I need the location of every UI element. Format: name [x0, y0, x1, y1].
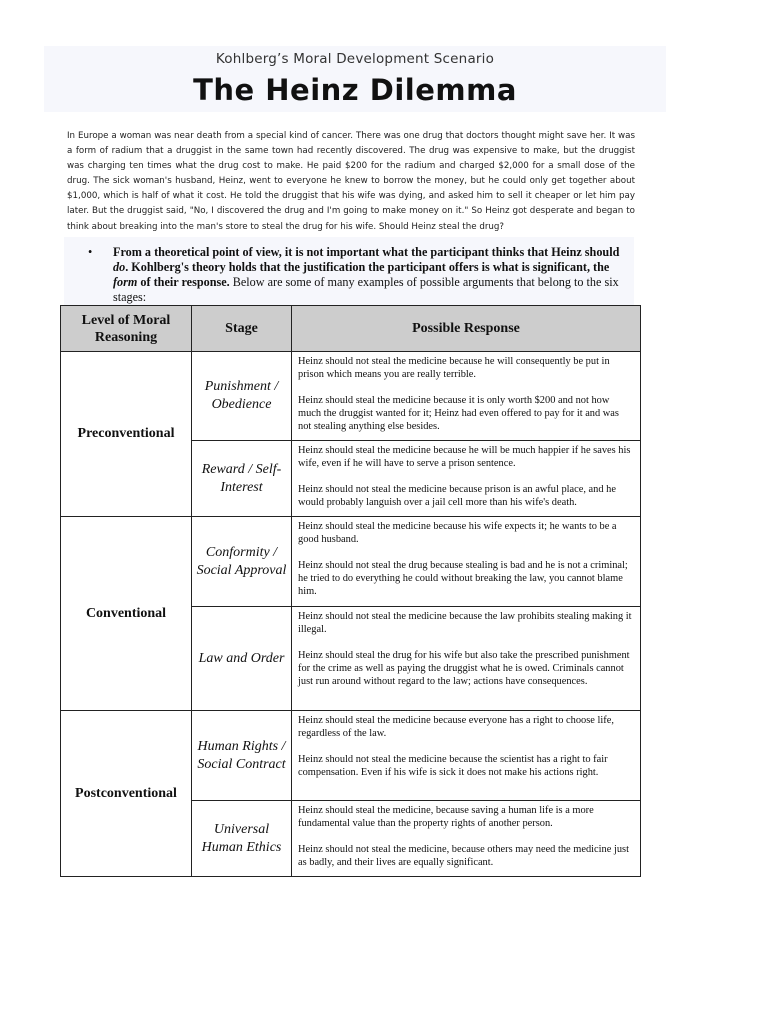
response-text: Heinz should not steal the medicine because the law prohibits stealing making it illegal. [298, 611, 632, 635]
header-level: Level of Moral Reasoning [61, 306, 192, 352]
response-text: Heinz should steal the medicine because everyone has a right to choose life, regardless of the law. [298, 715, 614, 739]
response-text: Heinz should steal the medicine, because saving a human life is a more fundamental value than the property rights of another person. [298, 805, 594, 829]
response-text: Heinz should not steal the medicine, because others may need the medicine just as badly, and their lives are equally significant. [298, 844, 629, 868]
bullet-symbol: • [88, 245, 93, 259]
response-text: Heinz should not steal the medicine because prison is an awful place, and he would probably languish over a jail cell more than his wife's death. [298, 484, 616, 508]
bullet-emphasis-do: do [113, 260, 126, 274]
stage-law-and-order: Law and Order [192, 607, 292, 711]
bullet-bold-3: of their response. [137, 275, 230, 289]
bullet-emphasis-form: form [113, 275, 138, 289]
response-cell [292, 517, 641, 607]
stage-reward-self-interest: Reward / Self-Interest [192, 441, 292, 517]
response-text: Heinz should steal the drug for his wife but also take the prescribed punishment for the crime as well as paying the druggist what he is owed. Criminals cannot just run around without regard to the law; actions have consequences. [298, 650, 630, 687]
table-row [61, 711, 641, 801]
stage-human-rights-social-contract: Human Rights / Social Contract [192, 711, 292, 801]
stage-punishment-obedience: Punishment / Obedience [192, 352, 292, 441]
bullet-bold-2: . Kohlberg's theory holds that the justification the participant offers is what is significant, the [125, 260, 610, 274]
document-header [44, 46, 666, 112]
response-cell [292, 352, 641, 441]
response-text: Heinz should steal the medicine because it is only worth $200 and not how much the druggist wanted for it; Heinz had even offered to pay for it and was not stealing anything else besides. [298, 395, 619, 432]
response-text: Heinz should steal the medicine because his wife expects it; he wants to be a good husband. [298, 521, 617, 545]
response-cell [292, 711, 641, 801]
table-row [61, 517, 641, 607]
document-subtitle: Kohlberg’s Moral Development Scenario [215, 51, 495, 67]
level-postconventional: Postconventional [61, 711, 192, 877]
response-cell [292, 801, 641, 877]
level-preconventional: Preconventional [61, 352, 192, 517]
document-title: The Heinz Dilemma [193, 73, 517, 107]
moral-stages-table [60, 305, 641, 877]
response-text: Heinz should not steal the medicine because the scientist has a right to fair compensation. Even if his wife is sick it does not make his actions right. [298, 754, 608, 778]
header-stage: Stage [192, 306, 292, 352]
bullet-bold-1: From a theoretical point of view, it is not important what the participant thinks that Heinz should [113, 245, 620, 259]
response-text: Heinz should not steal the medicine because he will consequently be put in prison which means you are really terrible. [298, 356, 610, 380]
stage-conformity-social-approval: Conformity / Social Approval [192, 517, 292, 607]
scenario-paragraph: In Europe a woman was near death from a special kind of cancer. There was one drug that doctors thought might save her. It was a form of radium that a druggist in the same town had recently discovered. The drug was expensive to make, but the druggist was charging ten times what the drug cost to make. He paid $200 for the radium and charged $2,000 for a small dose of the drug. The sick woman's husband, Heinz, went to everyone he knew to borrow the money, but he could only get together about $1,000, which is half of what it cost. He told the druggist that his wife was dying, and asked him to sell it cheaper or let him pay later. But the druggist said, "No, I discovered the drug and I'm going to make money on it." So Heinz got desperate and began to think about breaking into the man's store to steal the drug for his wife. Should Heinz steal the drug? [67, 131, 635, 232]
response-text: Heinz should steal the medicine because he will be much happier if he saves his wife, even if he will have to serve a prison sentence. [298, 445, 631, 469]
response-cell [292, 607, 641, 711]
table-header-row [61, 306, 641, 352]
level-conventional: Conventional [61, 517, 192, 711]
response-cell [292, 441, 641, 517]
bullet-text [113, 245, 633, 305]
stage-universal-human-ethics: Universal Human Ethics [192, 801, 292, 877]
bullet-normal: Below are some of many examples of possible arguments that belong to the six stages: [113, 275, 619, 304]
header-response: Possible Response [292, 306, 641, 352]
table-row [61, 352, 641, 441]
response-text: Heinz should not steal the drug because stealing is bad and he is not a criminal; he tried to do everything he could without breaking the law, you cannot blame him. [298, 560, 628, 597]
